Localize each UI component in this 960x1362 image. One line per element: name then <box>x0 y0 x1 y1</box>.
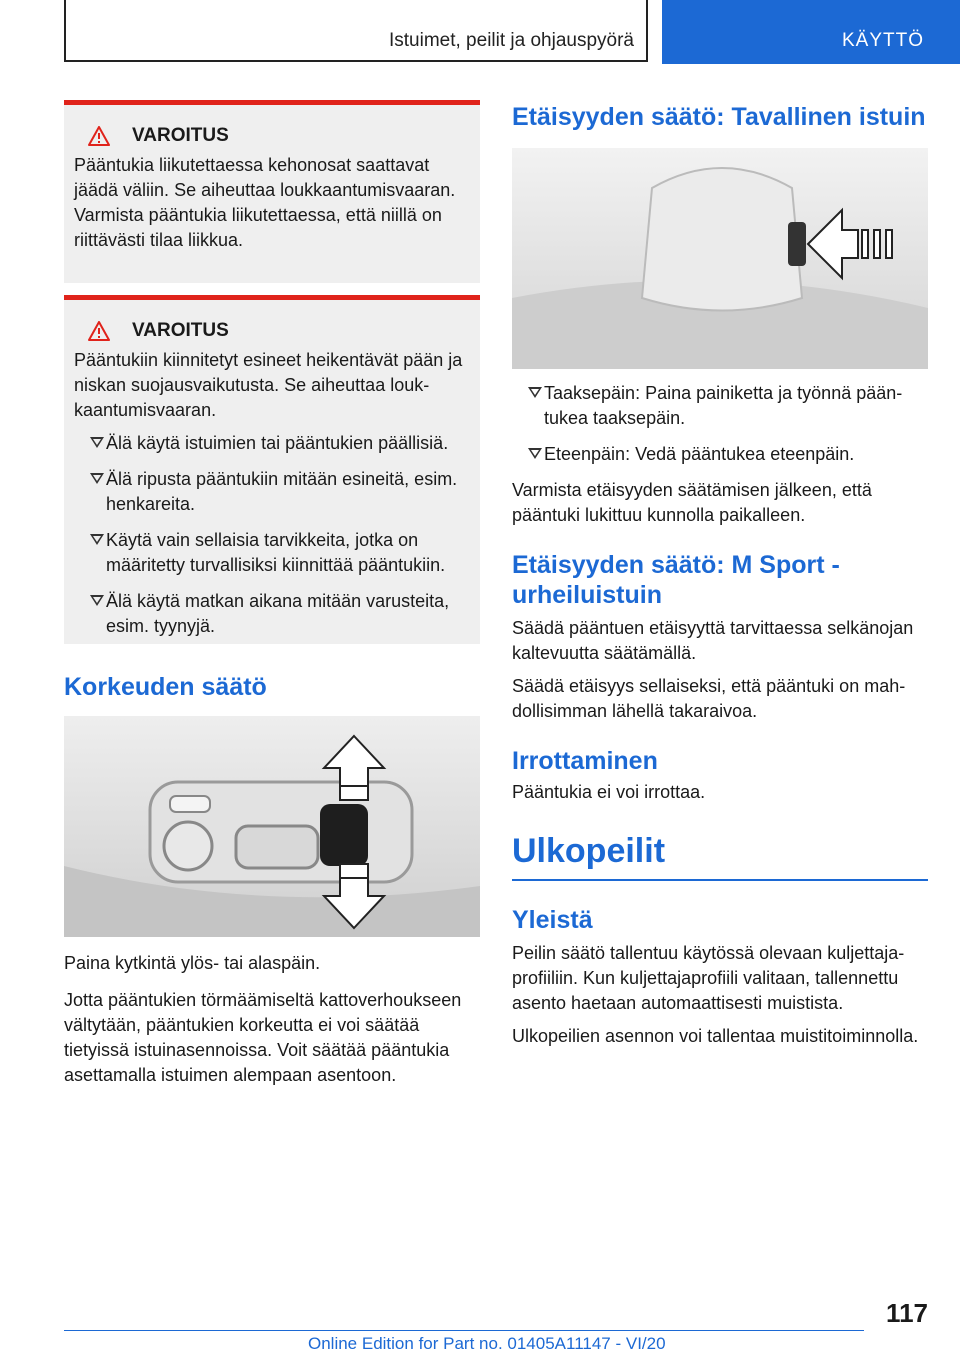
header-bar <box>64 0 648 62</box>
distance-msport-text-2: Säädä etäisyys sellaiseksi, että pääntuki on mahdollisimman lähellä takaraivoa. <box>512 676 906 721</box>
distance-standard-list <box>512 381 928 467</box>
right-column <box>512 100 928 1049</box>
distance-standard-text: Varmista etäisyyden säätämisen jälkeen, että pääntuki lukittuu kunnolla paikalleen. <box>512 480 872 525</box>
mirrors-text-2: Ulkopeilien asennon voi tallentaa muistitoiminnolla. <box>512 1026 919 1046</box>
chapter-tab[interactable] <box>662 0 960 64</box>
section-title: Istuimet, peilit ja ohjauspyörä <box>388 30 634 51</box>
list-item: Taaksepäin: Paina painiketta ja työnnä pääntukea taaksepäin. <box>512 381 928 431</box>
height-heading: Korkeuden säätö <box>64 673 267 701</box>
height-text-2: Jotta pääntukien törmäämiseltä kattoverhoukseen vältytään, pääntukien korkeutta ei voi säätää tietyissä istuinasennoissa. Voit säätää pääntukia asettamalla istuimen alempaan asentoon. <box>64 990 462 1085</box>
triangle-bullet-icon <box>90 595 104 606</box>
heading-divider <box>512 879 928 881</box>
warning-title: VAROITUS <box>88 125 470 147</box>
page-number: 117 <box>886 1298 928 1328</box>
list-item: Käytä vain sellaisia tarvikkeita, jotka on määritetty turvallisiksi kiinnittää pääntukiin. <box>74 528 470 578</box>
list-item: Eteenpäin: Vedä pääntukea eteenpäin. <box>512 442 928 467</box>
triangle-bullet-icon <box>90 473 104 484</box>
edition-text: Online Edition for Part no. 01405A11147 - VI/20 <box>308 1334 666 1353</box>
warning-bullet-list <box>74 431 470 639</box>
distance-standard-heading: Etäisyyden säätö: Tavallinen istuin <box>512 103 926 131</box>
seat-switch-illustration <box>64 716 480 937</box>
list-item: Älä ripusta pääntukiin mitään esineitä, esim. henkareita. <box>74 467 470 517</box>
warning-box-1 <box>64 100 480 283</box>
triangle-bullet-icon <box>528 387 542 398</box>
distance-msport-heading: Etäisyyden säätö: M Sport -urheiluistuin <box>512 551 840 609</box>
headrest-illustration <box>512 148 928 369</box>
warning-text: Pääntukiin kiinnitetyt esineet heikentävät pään ja niskan suojausvaikutusta. Se aiheuttaa loukkaantumisvaaran. <box>74 350 463 420</box>
footer-divider <box>64 1330 864 1331</box>
removal-heading: Irrottaminen <box>512 747 658 775</box>
removal-text: Pääntukia ei voi irrottaa. <box>512 782 706 802</box>
triangle-bullet-icon <box>90 437 104 448</box>
mirrors-text-1: Peilin säätö tallentuu käytössä olevaan kuljettajaprofiiliin. Kun kuljettajaprofiili valitaan, tallennettu asento haetaan automaattisesti muistista. <box>512 943 905 1013</box>
triangle-bullet-icon <box>90 534 104 545</box>
list-item: Älä käytä istuimien tai pääntukien päällisiä. <box>74 431 470 456</box>
warning-text: Pääntukia liikutettaessa kehonosat saattavat jäädä väliin. Se aiheuttaa loukkaantumisvaaran. Varmista pääntukia liikutettaessa, että niillä on riittävästi tilaa liikkua. <box>74 155 456 250</box>
warning-box-2 <box>64 295 480 644</box>
warning-title: VAROITUS <box>88 320 470 342</box>
distance-msport-text-1: Säädä pääntuen etäisyyttä tarvittaessa selkänojan kaltevuutta säätämällä. <box>512 618 914 663</box>
left-column <box>64 100 480 1088</box>
seat-switch-image <box>64 716 480 937</box>
list-item: Älä käytä matkan aikana mitään varusteita, esim. tyynyjä. <box>74 589 470 639</box>
height-text-1: Paina kytkintä ylös- tai alaspäin. <box>64 953 321 973</box>
triangle-bullet-icon <box>528 448 542 459</box>
chapter-tab-label: KÄYTTÖ <box>842 30 925 51</box>
warning-triangle-icon <box>88 126 110 146</box>
headrest-image <box>512 148 928 369</box>
warning-triangle-icon <box>88 321 110 341</box>
mirrors-heading: Ulkopeilit <box>512 832 666 870</box>
general-heading: Yleistä <box>512 906 593 934</box>
